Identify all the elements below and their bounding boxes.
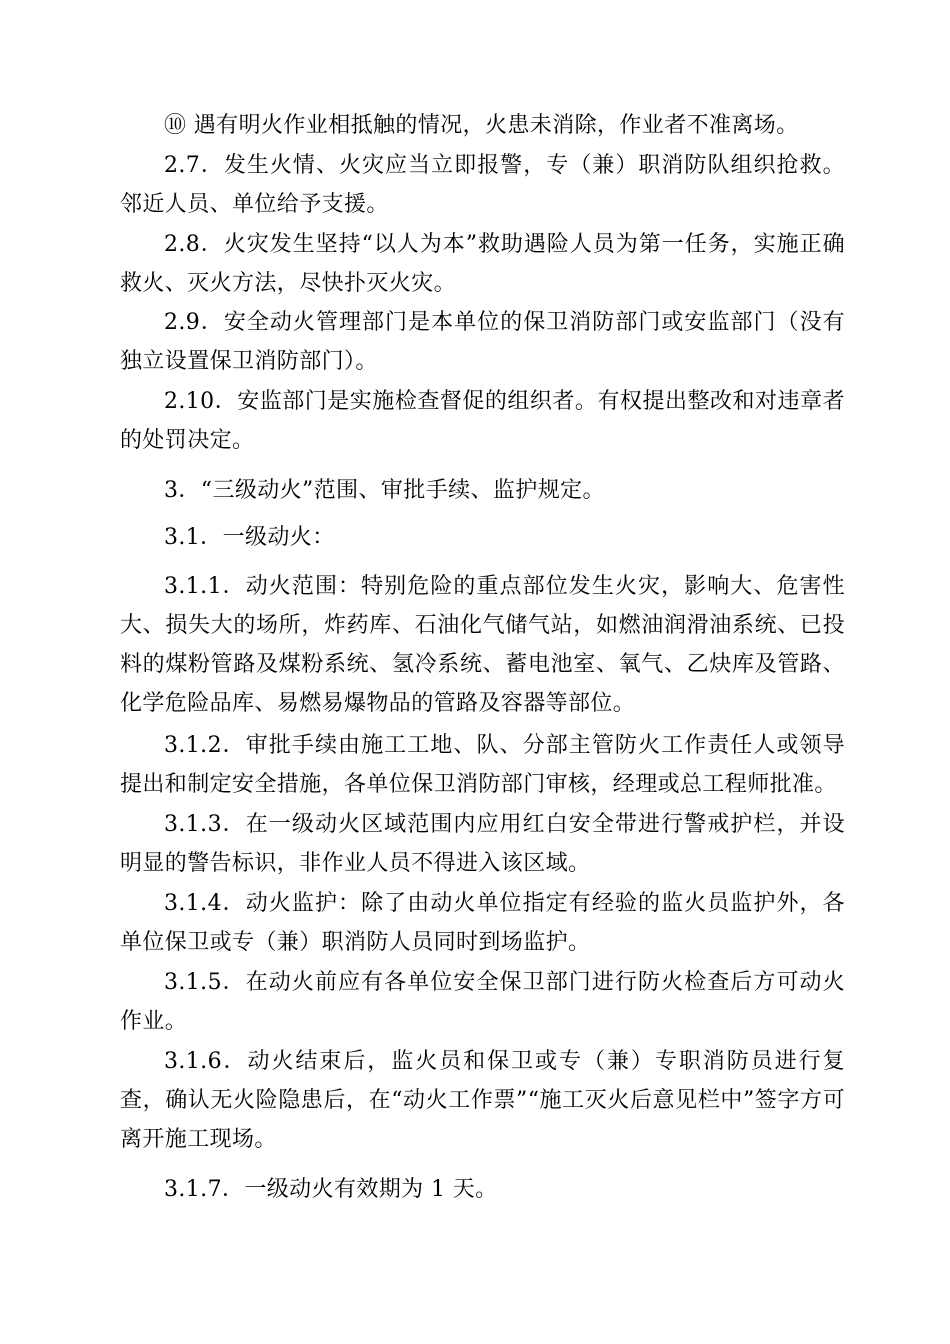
paragraph-2-9: 2.9．安全动火管理部门是本单位的保卫消防部门或安监部门（没有独立设置保卫消防部门）。: [120, 310, 845, 374]
paragraph-2-8: 2.8．火灾发生坚持“以人为本”救助遇险人员为第一任务，实施正确救火、灭火方法，尽快扑灭火灾。: [120, 232, 845, 296]
paragraph-fire-conflict-rule: ⑩ 遇有明火作业相抵触的情况，火患未消除，作业者不准离场。: [164, 113, 799, 138]
paragraph-3-1-5: 3.1.5．在动火前应有各单位安全保卫部门进行防火检查后方可动火作业。: [120, 970, 845, 1034]
paragraph-2-7: 2.7．发生火情、火灾应当立即报警，专（兼）职消防队组织抢救。邻近人员、单位给予支援。: [120, 153, 845, 217]
paragraph-2-10: 2.10．安监部门是实施检查督促的组织者。有权提出整改和对违章者的处罚决定。: [120, 389, 845, 453]
paragraph-3-1-1: 3.1.1．动火范围：特别危险的重点部位发生火灾，影响大、危害性大、损失大的场所，炸药库、石油化气储气站，如燃油润滑油系统、已投料的煤粉管路及煤粉系统、氢冷系统、蓄电池室、氧气、乙炔库及管路、化学危险品库、易燃易爆物品的管路及容器等部位。: [120, 574, 845, 716]
paragraph-3-1-heading: 3.1．一级动火：: [164, 525, 335, 550]
paragraph-3-1-4: 3.1.4．动火监护：除了由动火单位指定有经验的监火员监护外，各单位保卫或专（兼）职消防人员同时到场监护。: [120, 891, 845, 955]
paragraph-3-1-3: 3.1.3．在一级动火区域范围内应用红白安全带进行警戒护栏，并设明显的警告标识，非作业人员不得进入该区域。: [120, 812, 845, 876]
paragraph-section-3-heading: 3．“三级动火”范围、审批手续、监护规定。: [164, 478, 605, 503]
paragraph-3-1-7: 3.1.7．一级动火有效期为 1 天。: [164, 1177, 498, 1202]
paragraph-3-1-6: 3.1.6．动火结束后，监火员和保卫或专（兼）专职消防员进行复查，确认无火险隐患后，在“动火工作票”“施工灭火后意见栏中”签字方可离开施工现场。: [120, 1049, 845, 1152]
paragraph-3-1-2: 3.1.2．审批手续由施工工地、队、分部主管防火工作责任人或领导提出和制定安全措施，各单位保卫消防部门审核，经理或总工程师批准。: [120, 733, 845, 797]
